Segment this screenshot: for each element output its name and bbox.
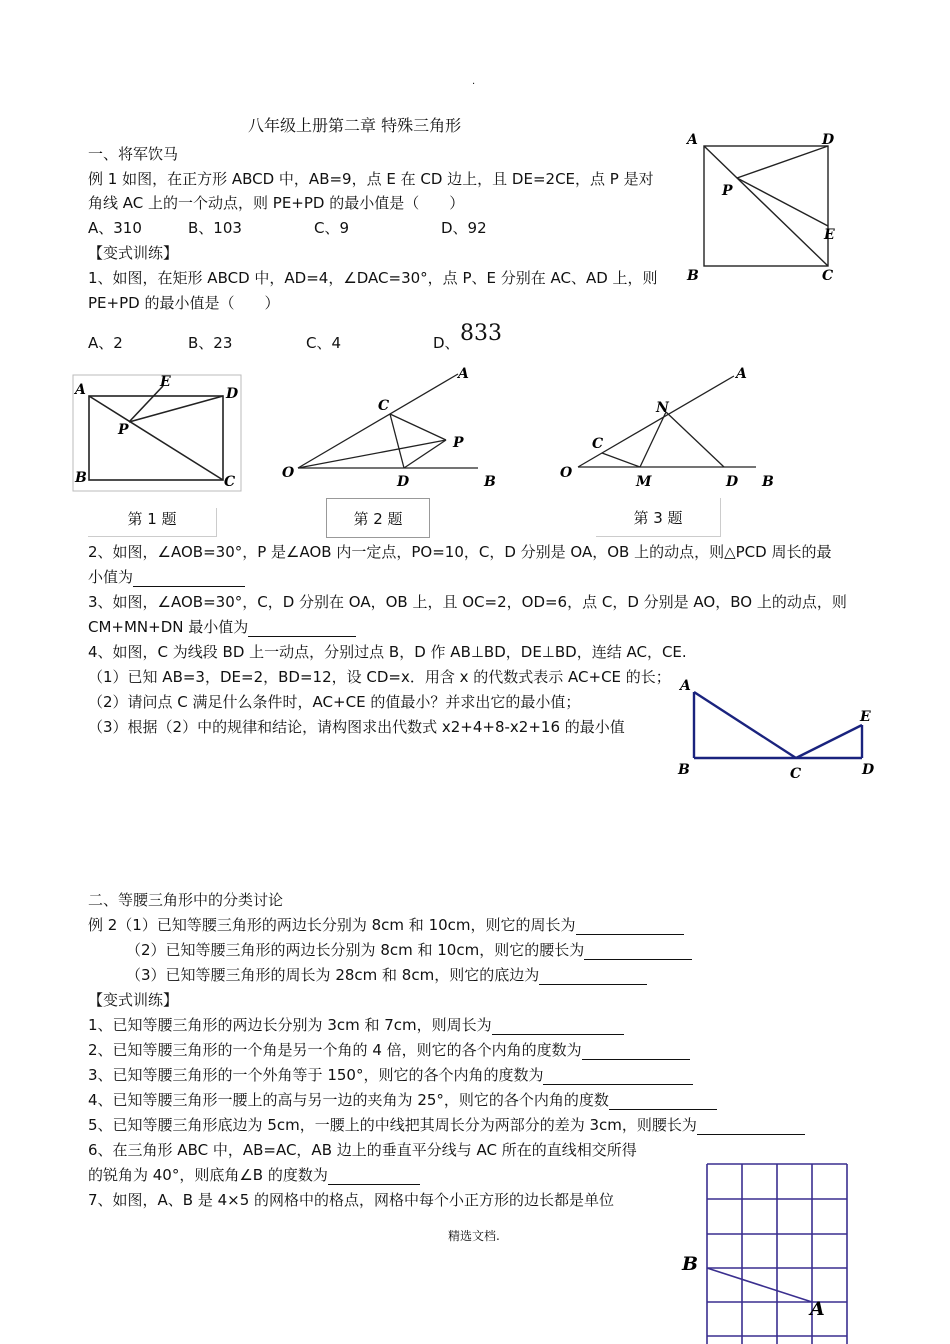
q1-option-d: D、: [433, 334, 460, 352]
example1-line2: 角线 AC 上的一个动点，则 PE+PD 的最小值是（ ）: [88, 194, 465, 212]
ex2-2-blank[interactable]: [584, 943, 692, 960]
q2-label-o: O: [282, 465, 295, 481]
q1-line2: PE+PD 的最小值是（ ）: [88, 294, 280, 312]
ex2-1: 例 2（1）已知等腰三角形的两边长分别为 8cm 和 10cm，则它的周长为: [88, 916, 576, 934]
rect-label-a: A: [75, 382, 86, 398]
example1-option-d: D、92: [441, 219, 487, 237]
example1-option-c: C、9: [314, 219, 350, 237]
grid-label-a: A: [810, 1298, 825, 1320]
ex2-3: （3）已知等腰三角形的周长为 28cm 和 8cm，则它的底边为: [126, 966, 540, 984]
s2-item4-wrap: [88, 1090, 717, 1110]
segment-ce: [796, 725, 862, 758]
s2-item7: 7、如图，A、B 是 4×5 的网格中的格点，网格中每个小正方形的边长都是单位: [88, 1191, 615, 1209]
s2-item6-blank[interactable]: [328, 1168, 420, 1185]
s2-item2: 2、已知等腰三角形的一个角是另一个角的 4 倍，则它的各个内角的度数为: [88, 1041, 582, 1059]
s2-item1: 1、已知等腰三角形的两边长分别为 3cm 和 7cm，则周长为: [88, 1016, 492, 1034]
ex2-2: （2）已知等腰三角形的两边长分别为 8cm 和 10cm，则它的腰长为: [126, 941, 585, 959]
segment-op: [298, 440, 446, 468]
q1-option-d-value: 833: [460, 321, 502, 346]
q3-label-o: O: [560, 465, 573, 481]
segment-ab-grid: [707, 1268, 812, 1302]
segment-mn: [640, 412, 666, 467]
ray-oa-q3: [578, 376, 734, 467]
q2-line2: 小值为: [88, 568, 134, 586]
s2-item5: 5、已知等腰三角形底边为 5cm，一腰上的中线把其周长分为两部分的差为 3cm，则腰长为: [88, 1116, 697, 1134]
q3-label-b: B: [762, 474, 774, 490]
q3-label-c: C: [592, 436, 604, 452]
square-label-p: P: [722, 183, 733, 199]
example1-option-a: A、310: [88, 219, 142, 237]
square-label-c: C: [822, 268, 834, 284]
grid-figure: [676, 1160, 860, 1344]
s2-item3-blank[interactable]: [543, 1068, 693, 1085]
segment-ac: [694, 692, 796, 758]
square-label-e: E: [824, 227, 835, 243]
q4-sub1: （1）已知 AB=3，DE=2，BD=12，设 CD=x．用含 x 的代数式表示 AC+CE 的长；: [88, 668, 671, 686]
rect-label-b: B: [75, 470, 87, 486]
square-figure: [682, 128, 842, 288]
q4-line1: 4、如图，C 为线段 BD 上一动点，分别过点 B，D 作 AB⊥BD，DE⊥BD，连结 AC，CE.: [88, 643, 687, 661]
segment-pe: [737, 178, 828, 226]
section2-heading: 二、等腰三角形中的分类讨论: [88, 891, 284, 909]
example1-option-b: B、103: [188, 219, 242, 237]
q4-sub3: （3）根据（2）中的规律和结论，请构图求出代数式 x2+4+8-x2+16 的最小值: [88, 718, 625, 736]
example1-line1: 例 1 如图，在正方形 ABCD 中，AB=9，点 E 在 CD 边上，且 DE=2CE，点 P 是对: [88, 170, 654, 188]
segment-nd: [666, 412, 724, 467]
s2-item4: 4、已知等腰三角形一腰上的高与另一边的夹角为 25°，则它的各个内角的度数: [88, 1091, 609, 1109]
diagonal-ac-rect: [89, 396, 223, 480]
angle-figure-q3: [556, 364, 778, 494]
q1-option-a: A、2: [88, 334, 123, 352]
q2-label-b: B: [484, 474, 496, 490]
q3-line2: CM+MN+DN 最小值为: [88, 618, 249, 636]
ex2-1-blank[interactable]: [576, 918, 684, 935]
rect-label-p: P: [118, 422, 129, 438]
s2-item1-blank[interactable]: [492, 1018, 624, 1035]
segment-pd: [737, 146, 828, 178]
q2-label-c: C: [378, 398, 390, 414]
s2-item6-line1: 6、在三角形 ABC 中，AB=AC，AB 边上的垂直平分线与 AC 所在的直线相交所得: [88, 1141, 637, 1159]
ex2-3-wrap: [126, 965, 647, 985]
caption-q2: 第 2 题: [326, 498, 430, 538]
q4-label-c: C: [790, 766, 802, 782]
page-title: 八年级上册第二章 特殊三角形: [248, 116, 462, 135]
s2-item4-blank[interactable]: [609, 1093, 717, 1110]
q4-sub2: （2）请问点 C 满足什么条件时，AC+CE 的值最小？并求出它的最小值；: [88, 693, 581, 711]
ex2-3-blank[interactable]: [539, 968, 647, 985]
q4-label-b: B: [678, 762, 690, 778]
caption-q3: 第 3 题: [596, 498, 721, 537]
ex2-1-wrap: [88, 915, 684, 935]
rectangle-figure: [72, 374, 244, 494]
s2-item2-wrap: [88, 1040, 690, 1060]
segment-pd-rect: [129, 396, 223, 422]
square-label-b: B: [687, 268, 699, 284]
s2-item6-line2-wrap: [88, 1165, 420, 1185]
drill-label-2: 【变式训练】: [88, 991, 179, 1009]
diagonal-ac: [704, 146, 828, 266]
section1-heading: 一、将军饮马: [88, 145, 179, 163]
q4-label-a: A: [680, 678, 691, 694]
q3-label-m: M: [636, 474, 652, 490]
q2-answer-blank[interactable]: [133, 570, 245, 587]
s2-item5-blank[interactable]: [697, 1118, 805, 1135]
rect-label-c: C: [224, 474, 236, 490]
rect-label-d: D: [226, 386, 239, 402]
q4-figure: [674, 672, 880, 786]
q2-label-a: A: [458, 366, 469, 382]
square-label-a: A: [687, 132, 698, 148]
s2-item2-blank[interactable]: [582, 1043, 690, 1060]
q1-option-b: B、23: [188, 334, 233, 352]
drill-label-1: 【变式训练】: [88, 244, 179, 262]
s2-item5-wrap: [88, 1115, 805, 1135]
segment-cd: [390, 414, 404, 468]
q2-label-d: D: [397, 474, 410, 490]
s2-item6-line2: 的锐角为 40°，则底角∠B 的度数为: [88, 1166, 328, 1184]
s2-item3-wrap: [88, 1065, 693, 1085]
segment-cp: [390, 414, 446, 440]
q4-label-e: E: [860, 709, 871, 725]
caption-q1: 第 1 题: [88, 508, 217, 537]
q3-line2-wrap: [88, 617, 356, 637]
q2-line2-wrap: [88, 567, 245, 587]
q3-label-d: D: [726, 474, 739, 490]
segment-cm: [602, 453, 640, 467]
q1-line1: 1、如图，在矩形 ABCD 中，AD=4，∠DAC=30°，点 P、E 分别在 AC、AD 上，则: [88, 269, 658, 287]
q1-option-c: C、4: [306, 334, 342, 352]
q3-label-a: A: [736, 366, 747, 382]
page-footer: 精选文档.: [448, 1229, 500, 1243]
q4-label-d: D: [862, 762, 875, 778]
s2-item1-wrap: [88, 1015, 624, 1035]
s2-item3: 3、已知等腰三角形的一个外角等于 150°，则它的各个内角的度数为: [88, 1066, 544, 1084]
q3-label-n: N: [656, 400, 669, 416]
q2-line1: 2、如图，∠AOB=30°，P 是∠AOB 内一定点，PO=10，C，D 分别是 OA，OB 上的动点，则△PCD 周长的最: [88, 543, 832, 561]
square-label-d: D: [822, 132, 835, 148]
q2-label-p: P: [453, 435, 464, 451]
q3-line1: 3、如图，∠AOB=30°，C，D 分别在 OA，OB 上，且 OC=2，OD=6，点 C，D 分别是 AO，BO 上的动点，则: [88, 593, 847, 611]
grid-label-b: B: [682, 1253, 699, 1275]
angle-figure-q2: [278, 364, 500, 494]
ray-oa: [298, 374, 458, 468]
q3-answer-blank[interactable]: [248, 620, 356, 637]
ex2-2-wrap: [126, 940, 692, 960]
rect-label-e: E: [160, 374, 171, 390]
header-dot: .: [472, 76, 476, 87]
